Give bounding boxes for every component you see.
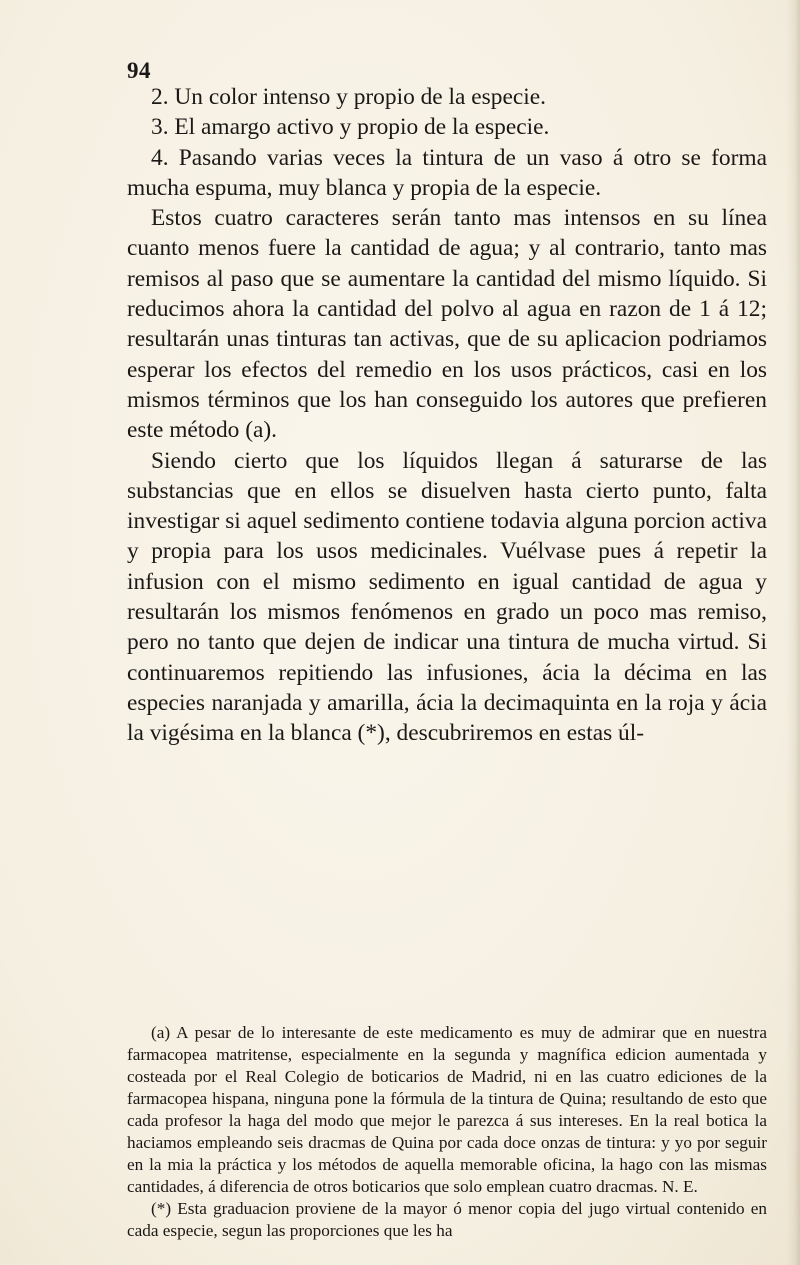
page-number: 94 — [127, 58, 151, 83]
list-item: 3. El amargo activo y propio de la especie. — [151, 114, 550, 141]
footnote-asterisk: (*) Esta graduacion proviene de la mayor ó menor copia del jugo virtual contenido en cada especie, segun las proporciones que les ha — [127, 1199, 767, 1240]
paragraph: Estos cuatro caracteres serán tanto mas intensos en su línea cuanto menos fuere la cantidad de agua; y al contrario, tanto mas remisos al paso que se aumentare la cantidad del mismo líquido. Si reducimos ahora la cantidad del polvo al agua en razon de 1 á 12; resultarán unas tinturas tan activas, que de su aplicacion podriamos esperar los efectos del remedio en los usos prácticos, casi en los mismos términos que los han conseguido los autores que prefieren este método (a). — [127, 205, 767, 444]
list-item: 2. Un color intenso y propio de la especie. — [151, 84, 546, 110]
footnotes — [127, 1022, 767, 1242]
page-edge-shadow — [786, 0, 800, 1265]
main-text — [127, 82, 767, 749]
footnote-a: (a) A pesar de lo interesante de este medicamento es muy de admirar que en nuestra farmacopea matritense, especialmente en la segunda y magnífica edicion aumentada y costeada por el Real Colegio de boticarios de Madrid, ni en las cuatro ediciones de la farmacopea hispana, ninguna pone la fórmula de la tintura de Quina; resultando de esto que cada profesor la haga del modo que mejor le parezca á sus intereses. En la real botica la haciamos empleando seis dracmas de Quina por cada doce onzas de tintura: y yo por seguir en la mia la práctica y los métodos de aquella memorable oficina, la hago con las mismas cantidades, á diferencia de otros boticarios que solo emplean cuatro dracmas. N. E. — [127, 1023, 767, 1196]
list-item: 4. Pasando varias veces la tintura de un vaso á otro se forma mucha espuma, muy blanca y propia de la especie. — [127, 144, 767, 201]
paragraph: Siendo cierto que los líquidos llegan á saturarse de las substancias que en ellos se disuelven hasta cierto punto, falta investigar si aquel sedimento contiene todavia alguna porcion activa y propia para los usos medicinales. Vuélvase pues á repetir la infusion con el mismo sedimento en igual cantidad de agua y resultarán los mismos fenómenos en grado un poco mas remiso, pero no tanto que dejen de indicar una tintura de mucha virtud. Si continuaremos repitiendo las infusiones, ácia la décima en las especies naranjada y amarilla, ácia la decimaquinta en la roja y ácia la vigésima en la blanca (*), descubriremos en estas úl- — [127, 447, 767, 747]
